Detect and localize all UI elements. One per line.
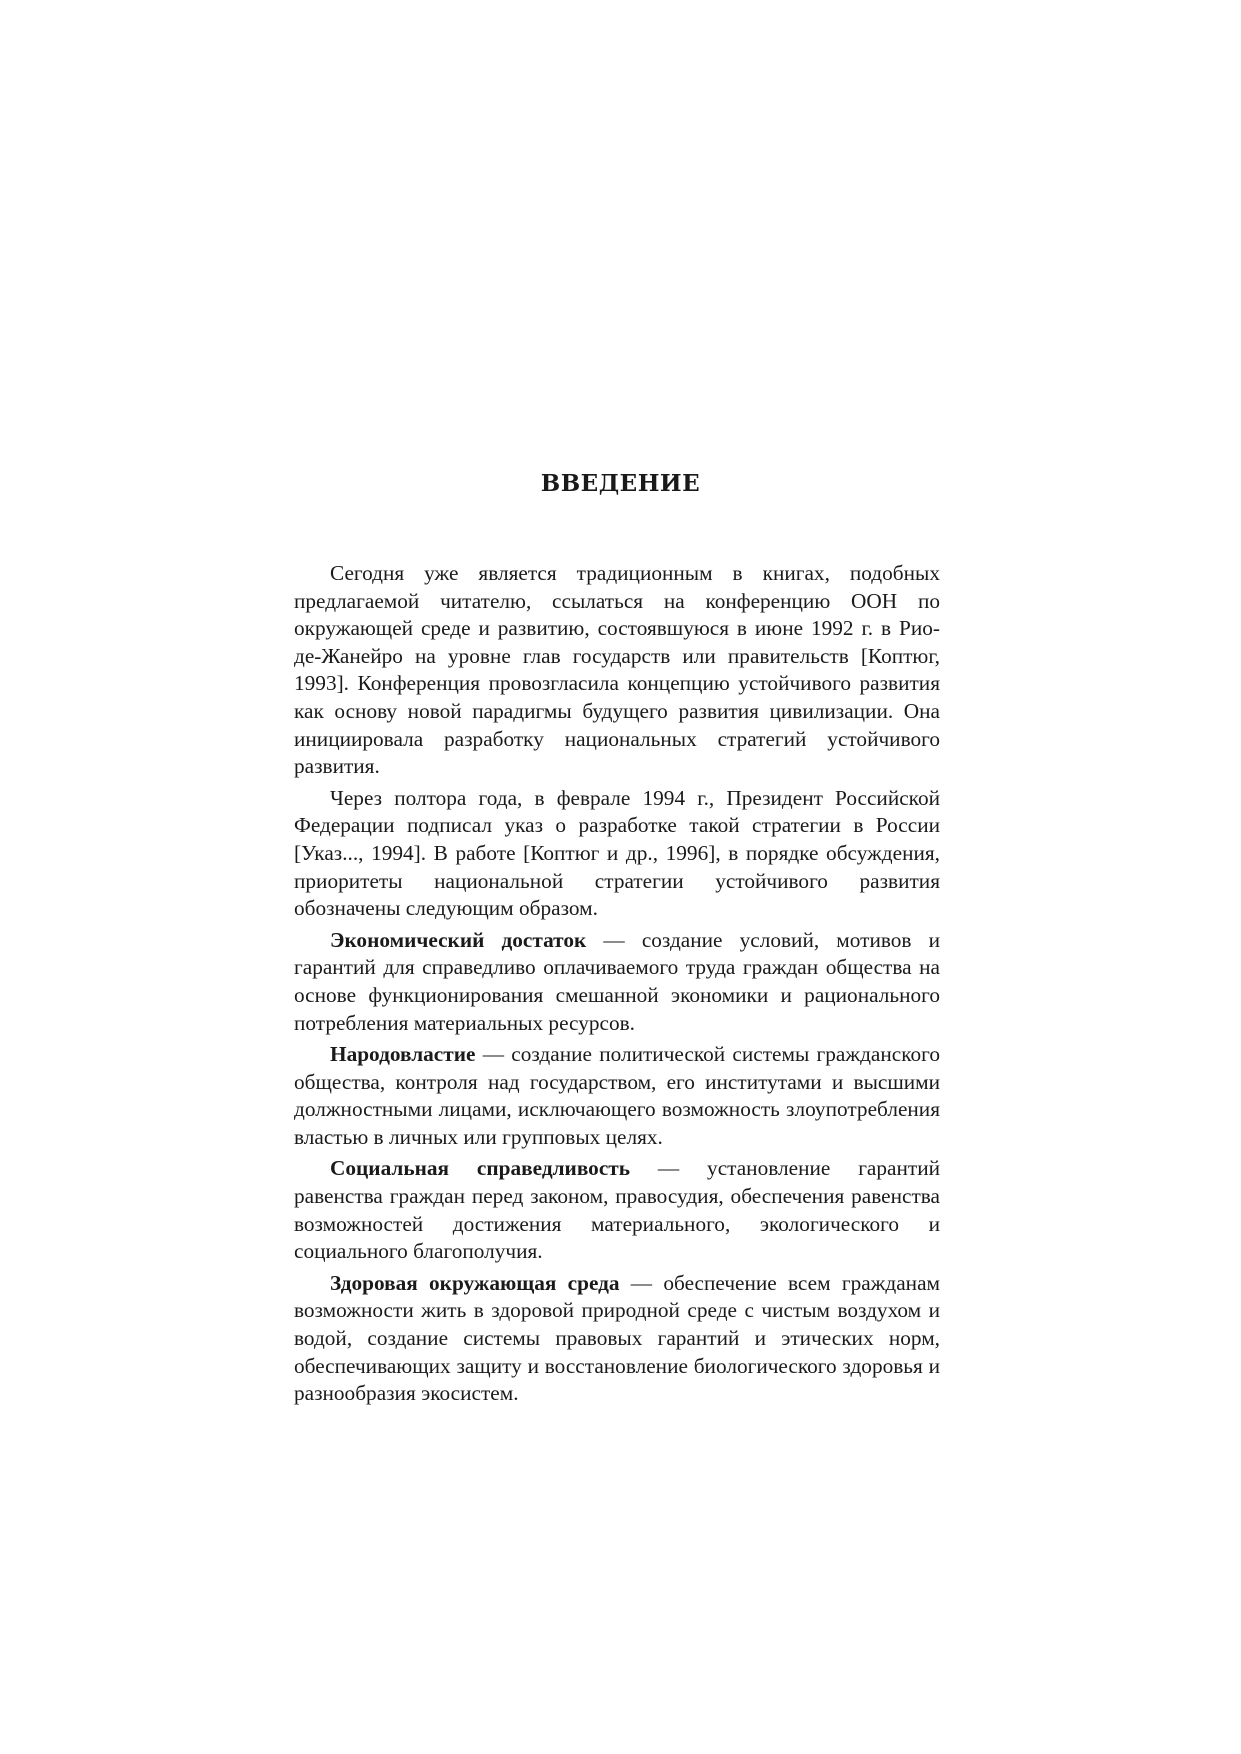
- paragraph-text: — создание условий, мотивов и гарантий для справедливо оплачиваемого труда граждан общества на основе функционирования смешанной экономики и рационального потребления материальных ресурсов.: [294, 927, 940, 1035]
- paragraph-text: — установление гарантий равенства граждан перед законом, правосудия, обеспечения равенства возможностей достижения материального, экологического и социального благополучия.: [294, 1156, 940, 1264]
- paragraph-intro: [294, 560, 940, 781]
- body-text: [294, 560, 940, 1412]
- priority-term: Социальная справедливость: [330, 1156, 630, 1181]
- paragraph-text: Сегодня уже является традиционным в книгах, подобных предлагаемой читателю, ссылаться на конференцию ООН по окружающей среде и развитию, состоявшуюся в июне 1992 г. в Рио-де-Жанейро на уровне глав государств или правительств [Коптюг, 1993]. Конференция провозгласила концепцию устойчивого развития как основу новой парадигмы будущего развития цивилизации. Она инициировала разработку национальных стратегий устойчивого развития.: [294, 561, 940, 779]
- paragraph-decree: [294, 785, 940, 923]
- paragraph-text: — обеспечение всем гражданам возможности жить в здоровой природной среде с чистым воздухом и водой, создание системы правовых гарантий и этических норм, обеспечивающих защиту и восстановление биологического здоровья и разнообразия экосистем.: [294, 1270, 940, 1406]
- priority-term: Народовластие: [330, 1042, 476, 1067]
- paragraph-social-justice: [294, 1155, 940, 1265]
- page-title: ВВЕДЕНИЕ: [540, 470, 701, 497]
- paragraph-democracy: [294, 1041, 940, 1151]
- paragraph-text: — создание политической системы гражданского общества, контроля над государством, его институтами и высшими должностными лицами, исключающего возможность злоупотребления властью в личных или групповых целях.: [294, 1042, 940, 1149]
- paragraph-economic: [294, 927, 940, 1037]
- paragraph-text: Через полтора года, в феврале 1994 г., Президент Российской Федерации подписал указ о разработке такой стратегии в России [Указ..., 1994]. В работе [Коптюг и др., 1996], в порядке обсуждения, приоритеты национальной стратегии устойчивого развития обозначены следующим образом.: [294, 785, 940, 921]
- priority-term: Экономический достаток: [330, 927, 587, 952]
- priority-term: Здоровая окружающая среда: [330, 1270, 620, 1295]
- paragraph-environment: [294, 1270, 940, 1408]
